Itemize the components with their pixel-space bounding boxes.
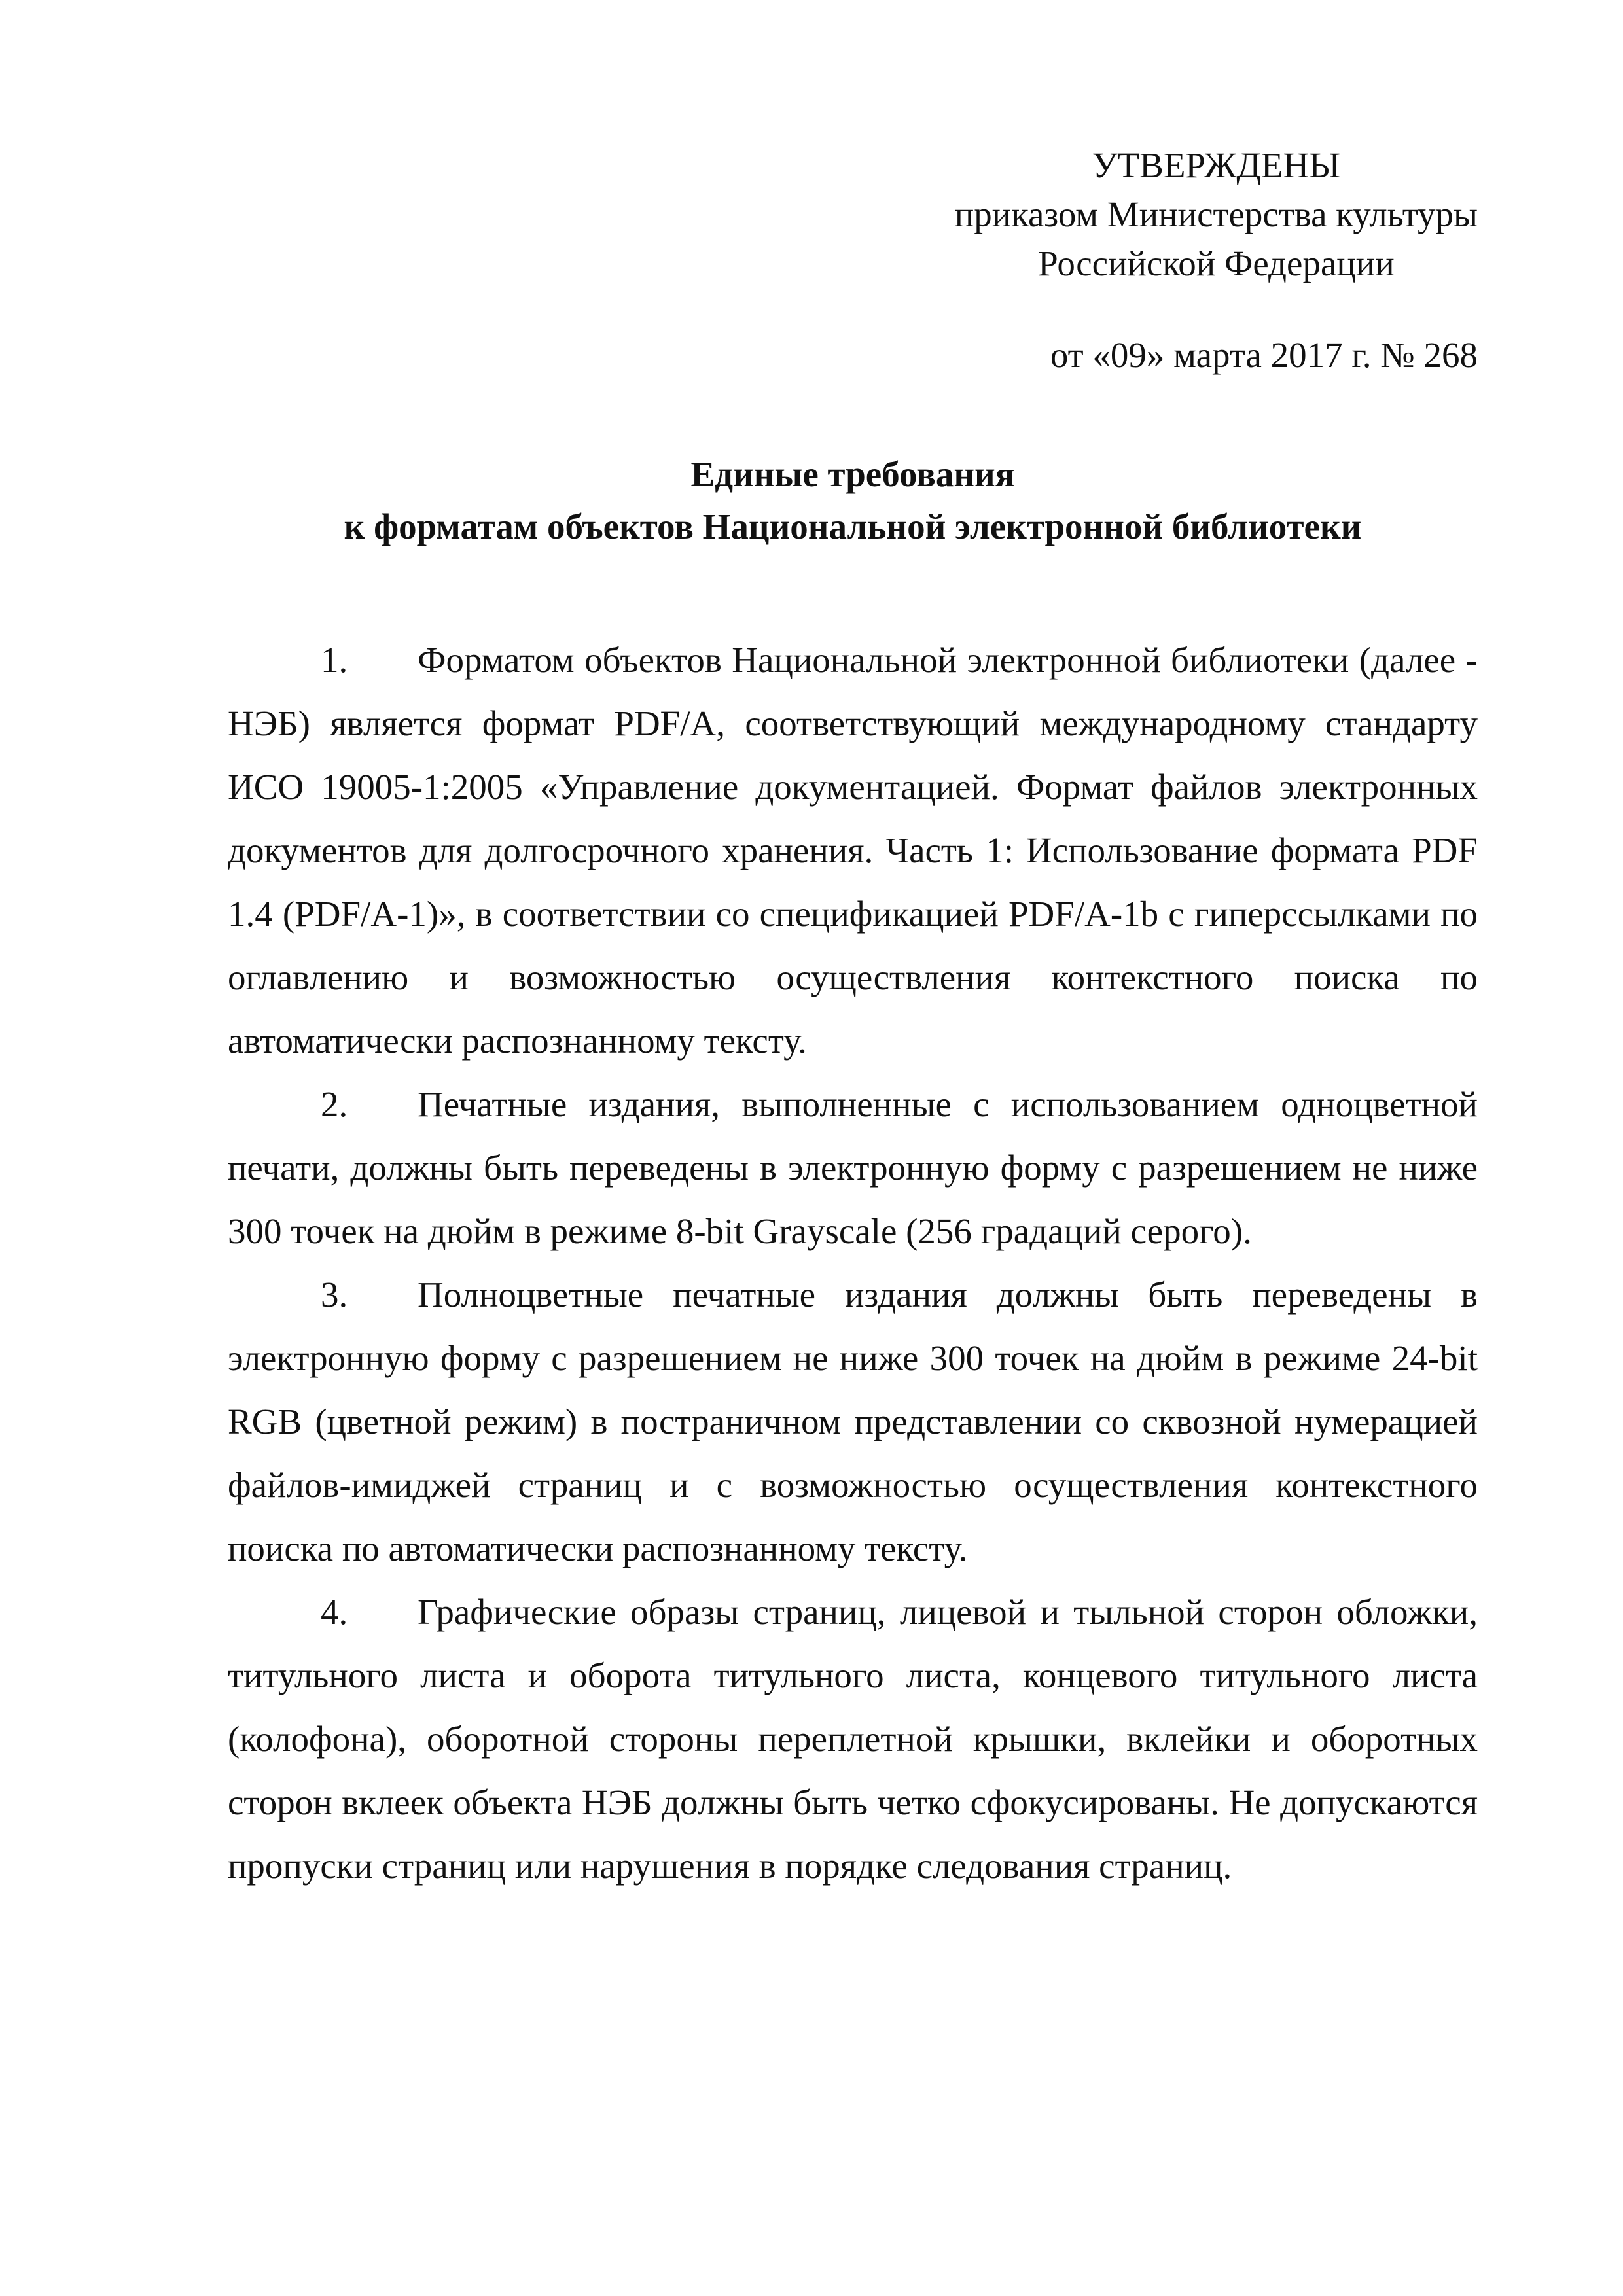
paragraph-4 — [228, 1580, 1478, 1898]
paragraph-3-text: Полноцветные печатные издания должны быть переведены в электронную форму с разрешением не ниже 300 точек на дюйм в режиме 24-bit RGB (цветной режим) в постраничном представлении со сквозной нумерацией файлов-имиджей страниц и с возможностью осуществления контекстного поиска по автоматически распознанному тексту. — [228, 1275, 1478, 1568]
title-line-1: Единые требования — [690, 454, 1015, 494]
paragraph-4-number: 4. — [321, 1592, 348, 1632]
title-line-2: к форматам объектов Национальной электронной библиотеки — [344, 506, 1362, 546]
approval-line-approved: УТВЕРЖДЕНЫ — [1092, 145, 1341, 185]
paragraph-2-number: 2. — [321, 1084, 348, 1124]
approval-line-ministry: приказом Министерства культуры — [954, 194, 1478, 234]
approval-line-federation: Российской Федерации — [1038, 243, 1395, 283]
paragraph-3-number: 3. — [321, 1275, 348, 1315]
paragraph-1-number: 1. — [321, 640, 348, 680]
document-body — [228, 628, 1478, 1898]
document-title — [228, 448, 1478, 553]
approval-block — [955, 141, 1478, 288]
paragraph-2 — [228, 1072, 1478, 1263]
approval-block-wrapper — [228, 141, 1478, 288]
paragraph-1 — [228, 628, 1478, 1072]
order-date-line: от «09» марта 2017 г. № 268 — [1050, 335, 1478, 375]
paragraph-1-text: Форматом объектов Национальной электронной библиотеки (далее - НЭБ) является формат PDF/A, соответствующий международному стандарту ИСО 19005-1:2005 «Управление документацией. Формат файлов электронных документов для долгосрочного хранения. Часть 1: Использование формата PDF 1.4 (PDF/A-1)», в соответствии со спецификацией PDF/A-1b с гиперссылками по оглавлению и возможностью осуществления контекстного поиска по автоматически распознанному тексту. — [228, 640, 1478, 1061]
paragraph-2-text: Печатные издания, выполненные с использованием одноцветной печати, должны быть переведены в электронную форму с разрешением не ниже 300 точек на дюйм в режиме 8-bit Grayscale (256 градаций серого). — [228, 1084, 1478, 1251]
paragraph-4-text: Графические образы страниц, лицевой и тыльной сторон обложки, титульного листа и оборота титульного листа, концевого титульного листа (колофона), оборотной стороны переплетной крышки, вклейки и оборотных сторон вклеек объекта НЭБ должны быть четко сфокусированы. Не допускаются пропуски страниц или нарушения в порядке следования страниц. — [228, 1592, 1478, 1886]
paragraph-3 — [228, 1263, 1478, 1580]
